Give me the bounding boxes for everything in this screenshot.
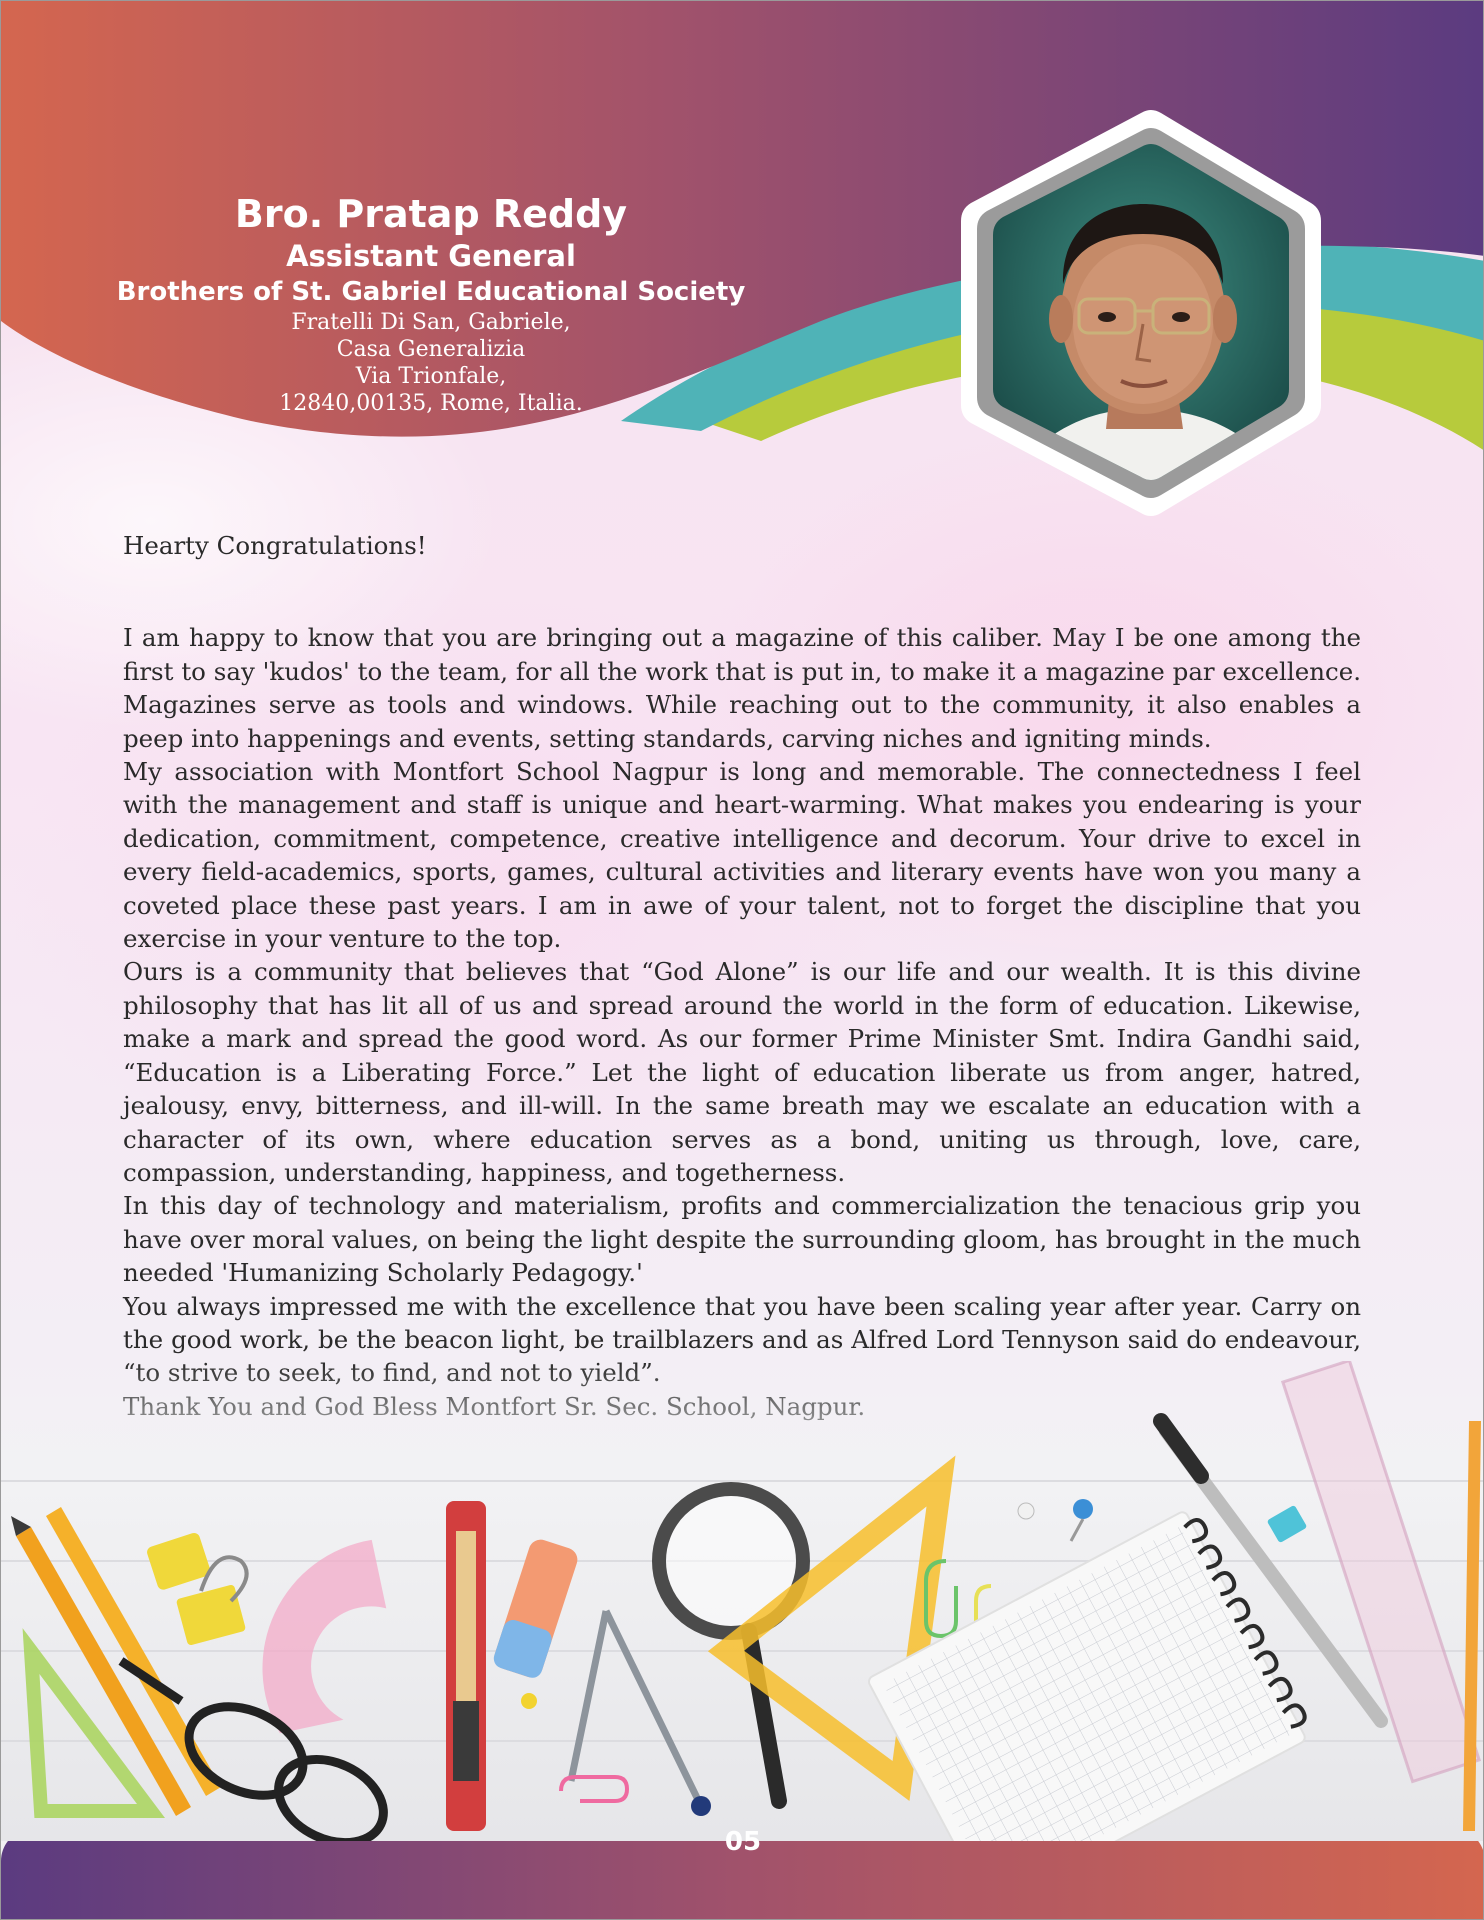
address-line: Casa Generalizia [336,337,526,362]
letter-paragraph: I am happy to know that you are bringing out a magazine of this caliber. May I be one among the first to say 'kudos' to the team, for all the work that is put in, to make it a magazine par excellence. Magazines serve as tools and windows. While reaching out to the community, it also enables a peep into happenings and events, setting standards, carving niches and igniting minds. [123,623,1361,753]
address-line: 12840,00135, Rome, Italia. [279,391,583,416]
letter-paragraph: Ours is a community that believes that “God Alone” is our life and our wealth. It is this divine philosophy that has lit all of us and spread around the world in the form of education. Likewise, make a mark and spread the good word. As our former Prime Minister Smt. Indira Gandhi said, “Education is a Liberating Force.” Let the light of education liberate us from anger, hatred, jealousy, envy, bitterness, and ill-will. In the same breath may we escalate an education with a character of its own, where education serves as a bond, uniting us through, love, care, compassion, understanding, happiness, and togetherness. [123,957,1361,1187]
author-name: Bro. Pratap Reddy [234,192,628,236]
letter-paragraph: In this day of technology and materialism, profits and commercialization the tenacious grip you have over moral values, on being the light despite the surrounding gloom, has brought in the much needed 'Humanizing Scholarly Pedagogy.' [123,1191,1361,1288]
address-line: Via Trionfale, [355,364,507,389]
letter-greeting: Hearty Congratulations! [123,531,427,560]
page-number: 05 [724,1827,762,1857]
stationery-illustration [1,1361,1484,1841]
letter-paragraph: You always impressed me with the excellence that you have been scaling year after year. Carry on the good work, be the beacon light, be trailblazers and as Alfred Lord Tennyson said do endeavour, [123,1291,1361,1354]
letter-body [123,529,1361,1423]
author-title: Assistant General [286,239,576,273]
letter-paragraph: My association with Montfort School Nagpur is long and memorable. The connectedness I feel with the management and staff is unique and heart-warming. What makes you endearing is your dedication, commitment, competence, creative intelligence and decorum. Your drive to excel in every field-academics, sports, games, cultural activities and literary events have won you many a coveted place these past years. I am in awe of your talent, not to forget the discipline that you exercise in your venture to the top. [123,757,1361,954]
address-line: Fratelli Di San, Gabriele, [291,310,571,335]
author-header [101,191,761,417]
author-portrait [961,109,1321,517]
author-organization: Brothers of St. Gabriel Educational Society [116,277,746,307]
